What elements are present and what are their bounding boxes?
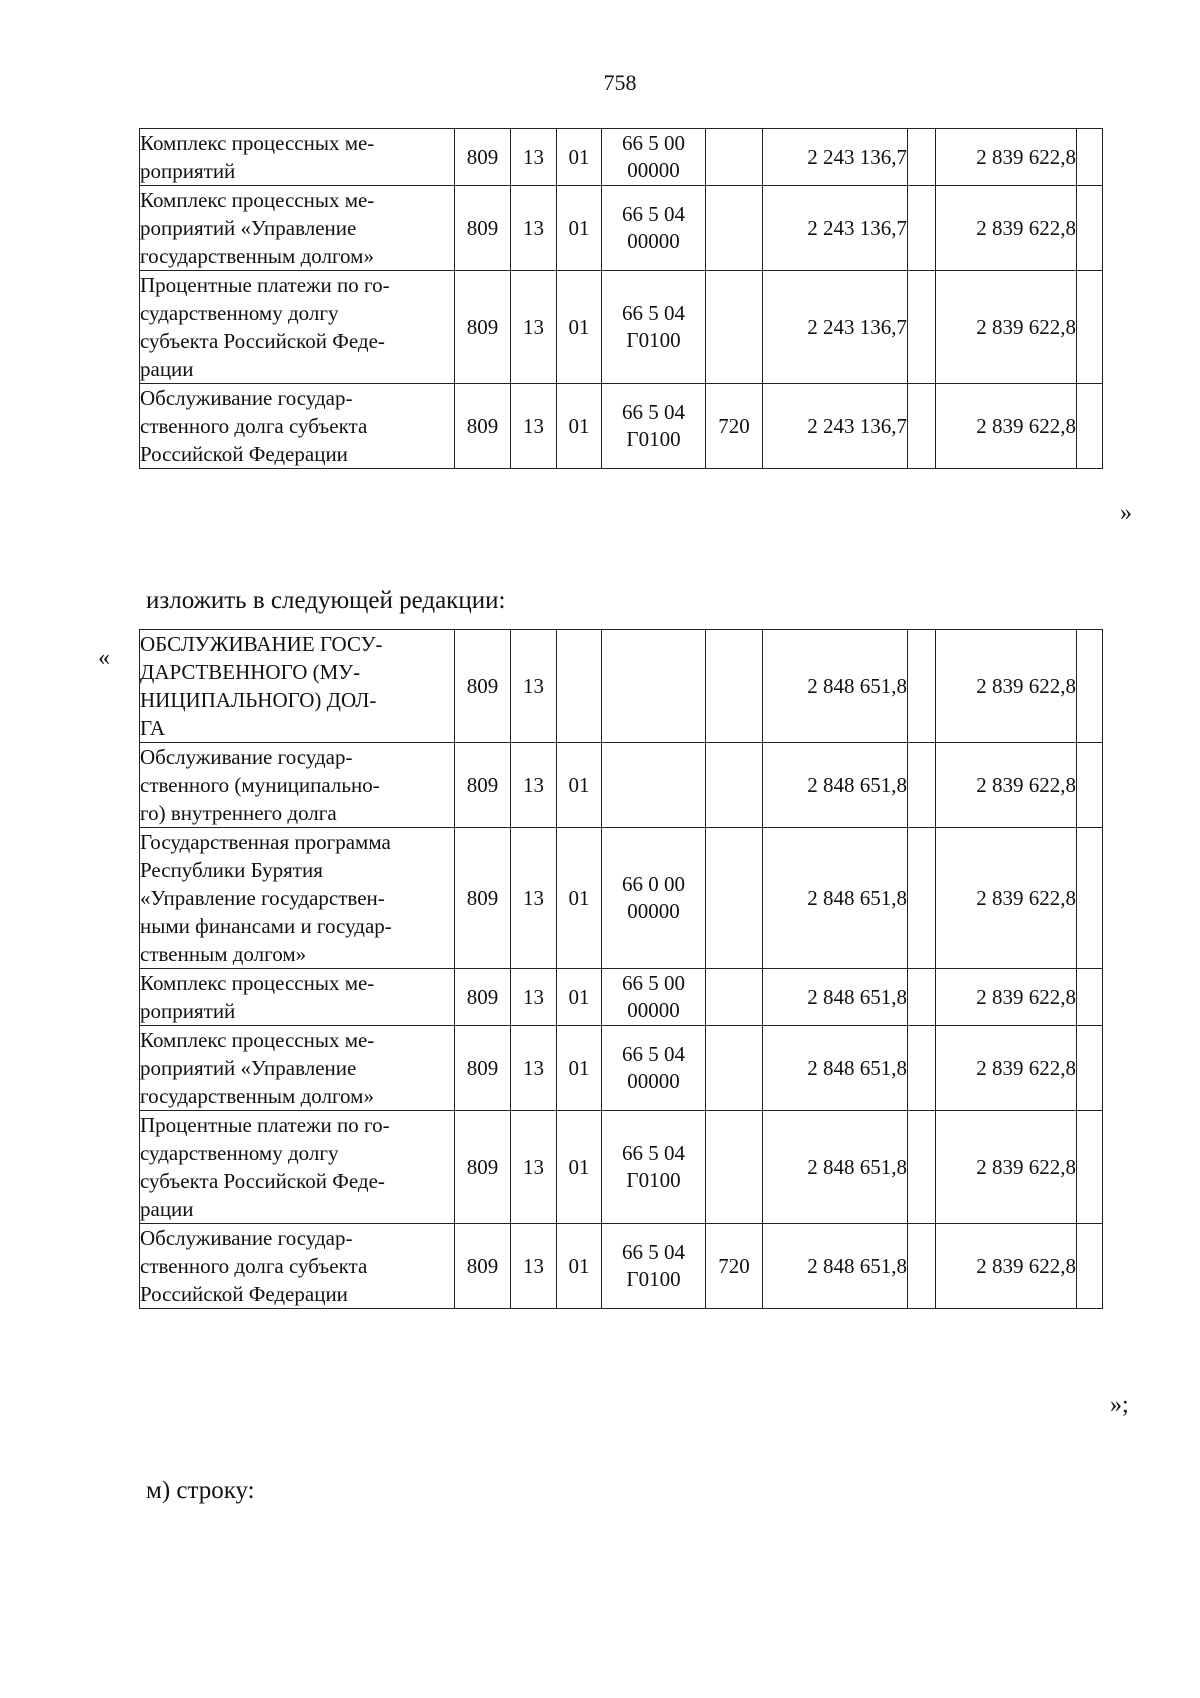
table-row (140, 1224, 1103, 1309)
cell-section: 13 (511, 969, 557, 1026)
cell-empty-1 (908, 630, 936, 743)
cell-empty-1 (908, 828, 936, 969)
table-row (140, 1026, 1103, 1111)
cell-sum-2: 2 839 622,8 (936, 1224, 1077, 1309)
cell-ministry: 809 (455, 186, 511, 271)
closing-quote: » (1120, 500, 1132, 526)
cell-expense-type (706, 630, 763, 743)
table-row (140, 828, 1103, 969)
cell-empty-2 (1077, 1111, 1103, 1224)
cell-target-article (602, 743, 706, 828)
table-row (140, 1111, 1103, 1224)
cell-ministry: 809 (455, 828, 511, 969)
cell-empty-1 (908, 743, 936, 828)
cell-target-article (602, 630, 706, 743)
budget-table-after (139, 629, 1103, 1309)
cell-expense-type (706, 828, 763, 969)
cell-sum-1: 2 848 651,8 (763, 1111, 908, 1224)
cell-sum-1: 2 243 136,7 (763, 129, 908, 186)
cell-expense-type: 720 (706, 1224, 763, 1309)
cell-expense-type (706, 969, 763, 1026)
cell-subsection (557, 630, 602, 743)
cell-sum-2: 2 839 622,8 (936, 630, 1077, 743)
cell-expense-type (706, 743, 763, 828)
table-row (140, 630, 1103, 743)
cell-ministry: 809 (455, 1026, 511, 1111)
cell-subsection: 01 (557, 1224, 602, 1309)
instruction-text: изложить в следующей редакции: (146, 587, 506, 614)
table-row (140, 271, 1103, 384)
cell-sum-1: 2 848 651,8 (763, 828, 908, 969)
cell-sum-1: 2 243 136,7 (763, 186, 908, 271)
cell-subsection: 01 (557, 828, 602, 969)
closing-quote-semicolon: »; (1110, 1392, 1129, 1418)
cell-sum-1: 2 243 136,7 (763, 384, 908, 469)
table-row (140, 743, 1103, 828)
cell-empty-1 (908, 969, 936, 1026)
cell-sum-1: 2 848 651,8 (763, 1026, 908, 1111)
instruction-next-text: м) строку: (146, 1477, 255, 1504)
cell-subsection: 01 (557, 129, 602, 186)
cell-target-article: 66 5 04 Г0100 (602, 1111, 706, 1224)
cell-name: Обслуживание государ- ственного долга субъекта Российской Федерации (140, 1224, 455, 1309)
table-row (140, 129, 1103, 186)
cell-subsection: 01 (557, 271, 602, 384)
cell-name: Обслуживание государ- ственного долга субъекта Российской Федерации (140, 384, 455, 469)
page-number: 758 (603, 70, 637, 95)
cell-sum-2: 2 839 622,8 (936, 743, 1077, 828)
cell-expense-type (706, 186, 763, 271)
cell-sum-2: 2 839 622,8 (936, 828, 1077, 969)
cell-empty-2 (1077, 743, 1103, 828)
opening-quote: « (98, 645, 110, 671)
cell-empty-1 (908, 1026, 936, 1111)
cell-target-article: 66 5 04 00000 (602, 1026, 706, 1111)
cell-name: Комплекс процессных ме- роприятий «Управление государственным долгом» (140, 186, 455, 271)
cell-section: 13 (511, 630, 557, 743)
cell-section: 13 (511, 828, 557, 969)
cell-name: ОБСЛУЖИВАНИЕ ГОСУ- ДАРСТВЕННОГО (МУ- НИЦИПАЛЬНОГО) ДОЛ- ГА (140, 630, 455, 743)
cell-section: 13 (511, 186, 557, 271)
cell-ministry: 809 (455, 271, 511, 384)
cell-target-article: 66 5 04 Г0100 (602, 271, 706, 384)
cell-subsection: 01 (557, 743, 602, 828)
cell-target-article: 66 5 00 00000 (602, 129, 706, 186)
cell-section: 13 (511, 1224, 557, 1309)
cell-target-article: 66 5 04 Г0100 (602, 384, 706, 469)
cell-subsection: 01 (557, 1026, 602, 1111)
cell-empty-2 (1077, 828, 1103, 969)
cell-name: Процентные платежи по го- сударственному долгу субъекта Российской Феде- рации (140, 271, 455, 384)
cell-name: Комплекс процессных ме- роприятий «Управление государственным долгом» (140, 1026, 455, 1111)
table-row (140, 969, 1103, 1026)
cell-sum-1: 2 848 651,8 (763, 630, 908, 743)
cell-name: Процентные платежи по го- сударственному долгу субъекта Российской Феде- рации (140, 1111, 455, 1224)
cell-sum-1: 2 848 651,8 (763, 743, 908, 828)
cell-section: 13 (511, 271, 557, 384)
cell-empty-1 (908, 1111, 936, 1224)
cell-ministry: 809 (455, 630, 511, 743)
table-row (140, 186, 1103, 271)
cell-empty-2 (1077, 630, 1103, 743)
cell-sum-2: 2 839 622,8 (936, 1026, 1077, 1111)
cell-expense-type (706, 1026, 763, 1111)
cell-empty-2 (1077, 1026, 1103, 1111)
cell-empty-1 (908, 1224, 936, 1309)
budget-table-before (139, 128, 1103, 469)
cell-ministry: 809 (455, 1224, 511, 1309)
cell-expense-type: 720 (706, 384, 763, 469)
cell-subsection: 01 (557, 1111, 602, 1224)
cell-ministry: 809 (455, 1111, 511, 1224)
cell-subsection: 01 (557, 969, 602, 1026)
cell-ministry: 809 (455, 129, 511, 186)
cell-section: 13 (511, 1111, 557, 1224)
cell-sum-2: 2 839 622,8 (936, 384, 1077, 469)
cell-name: Комплекс процессных ме- роприятий (140, 969, 455, 1026)
cell-empty-2 (1077, 1224, 1103, 1309)
cell-sum-1: 2 243 136,7 (763, 271, 908, 384)
cell-expense-type (706, 1111, 763, 1224)
cell-sum-2: 2 839 622,8 (936, 1111, 1077, 1224)
cell-sum-2: 2 839 622,8 (936, 186, 1077, 271)
cell-empty-1 (908, 129, 936, 186)
cell-ministry: 809 (455, 969, 511, 1026)
cell-expense-type (706, 271, 763, 384)
cell-sum-1: 2 848 651,8 (763, 969, 908, 1026)
cell-target-article: 66 5 00 00000 (602, 969, 706, 1026)
cell-target-article: 66 0 00 00000 (602, 828, 706, 969)
cell-section: 13 (511, 743, 557, 828)
cell-empty-2 (1077, 129, 1103, 186)
cell-empty-1 (908, 384, 936, 469)
cell-empty-2 (1077, 384, 1103, 469)
cell-target-article: 66 5 04 Г0100 (602, 1224, 706, 1309)
cell-sum-2: 2 839 622,8 (936, 129, 1077, 186)
cell-section: 13 (511, 129, 557, 186)
table-row (140, 384, 1103, 469)
cell-empty-2 (1077, 969, 1103, 1026)
cell-empty-2 (1077, 271, 1103, 384)
cell-ministry: 809 (455, 743, 511, 828)
cell-section: 13 (511, 384, 557, 469)
cell-subsection: 01 (557, 384, 602, 469)
cell-empty-2 (1077, 186, 1103, 271)
cell-target-article: 66 5 04 00000 (602, 186, 706, 271)
cell-section: 13 (511, 1026, 557, 1111)
cell-ministry: 809 (455, 384, 511, 469)
cell-name: Государственная программа Республики Бурятия «Управление государствен- ными финансами и государ- ственным долгом» (140, 828, 455, 969)
cell-empty-1 (908, 186, 936, 271)
cell-expense-type (706, 129, 763, 186)
cell-subsection: 01 (557, 186, 602, 271)
cell-sum-1: 2 848 651,8 (763, 1224, 908, 1309)
cell-name: Обслуживание государ- ственного (муниципально- го) внутреннего долга (140, 743, 455, 828)
cell-sum-2: 2 839 622,8 (936, 969, 1077, 1026)
cell-sum-2: 2 839 622,8 (936, 271, 1077, 384)
cell-empty-1 (908, 271, 936, 384)
cell-name: Комплекс процессных ме- роприятий (140, 129, 455, 186)
